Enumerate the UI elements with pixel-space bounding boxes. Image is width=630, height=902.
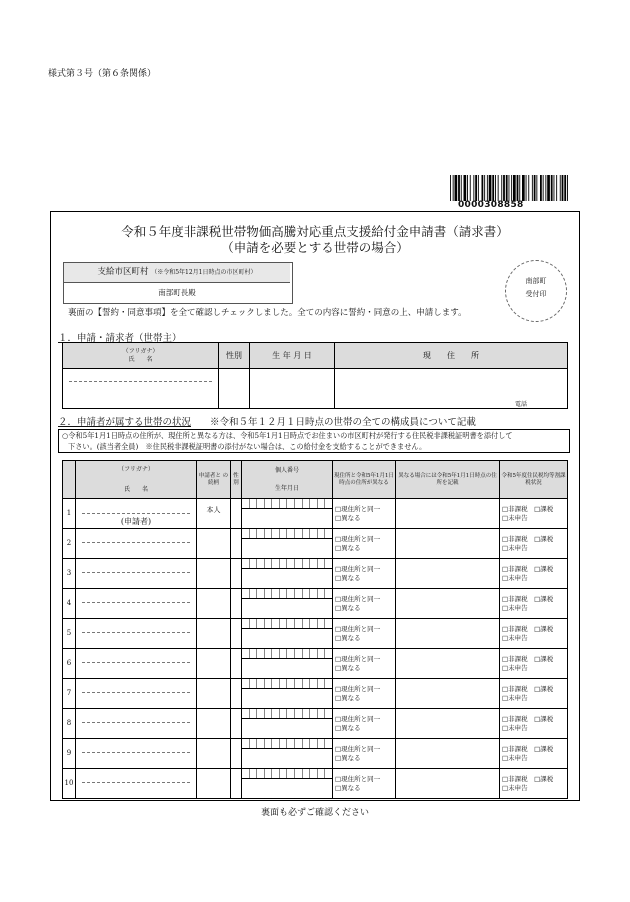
barcode-number: 0000308858 [458,200,524,210]
address-diff-options[interactable] [333,619,396,649]
member-relation-field[interactable] [197,499,231,529]
phone-label: 電話 [514,401,527,408]
nontaxable-checkbox[interactable]: □非課税 [502,504,528,513]
unfiled-checkbox[interactable]: □未申告 [502,543,528,552]
different-address-checkbox[interactable]: □異なる [335,783,361,792]
member-name-field[interactable] [76,679,197,709]
member-name-field[interactable] [76,499,197,529]
member-mynumber-birth-field[interactable] [242,739,333,769]
jan-address-field[interactable] [396,529,500,559]
unfiled-checkbox[interactable]: □未申告 [502,513,528,522]
taxable-checkbox[interactable]: □課税 [534,504,554,513]
form-title: 令和５年度非課税世帯物価高騰対応重点支援給付金申請書（請求書） [121,224,509,239]
applicant-marker: (申請者) [120,516,152,526]
member-relation-field[interactable] [197,649,231,679]
footer-note: 裏面も必ずご確認ください [260,808,369,818]
applicant-birth-field[interactable] [250,369,335,409]
jan-address-field[interactable] [396,649,500,679]
member-relation-field[interactable] [197,589,231,619]
table-row [63,649,568,679]
furigana-name-header: （フリガナ） 氏 名 [63,343,219,369]
unfiled-checkbox[interactable]: □未申告 [502,573,528,582]
table-row [63,499,568,529]
table-row [63,529,568,559]
same-address-checkbox[interactable]: □現住所と同一 [335,684,381,693]
member-mynumber-birth-field[interactable] [242,679,333,709]
taxable-checkbox[interactable]: □課税 [534,714,554,723]
same-address-checkbox[interactable]: □現住所と同一 [335,594,381,603]
table-row [63,559,568,589]
member-sex-field[interactable] [231,679,242,709]
address-diff-options[interactable] [333,739,396,769]
member-relation-field[interactable] [197,769,231,799]
nontaxable-checkbox[interactable]: □非課税 [502,594,528,603]
member-relation-field[interactable] [197,679,231,709]
reception-stamp [505,260,567,322]
tax-status-options[interactable] [500,619,568,649]
address-diff-options[interactable] [333,709,396,739]
unfiled-checkbox[interactable]: □未申告 [502,633,528,642]
mynumber-birth-header: 個人番号 生年月日 [242,461,333,499]
applicant-name-field[interactable] [63,369,219,409]
member-mynumber-birth-field[interactable] [242,619,333,649]
different-address-checkbox[interactable]: □異なる [335,603,361,612]
member-mynumber-birth-field[interactable] [242,769,333,799]
same-address-checkbox[interactable]: □現住所と同一 [335,654,381,663]
same-address-checkbox[interactable]: □現住所と同一 [335,534,381,543]
jan-address-field[interactable] [396,739,500,769]
different-address-checkbox[interactable]: □異なる [335,723,361,732]
member-name-field[interactable] [76,559,197,589]
nontaxable-checkbox[interactable]: □非課税 [502,774,528,783]
municipality-addressee: 南部町長殿 [158,288,196,297]
stamp-line2: 受付印 [525,290,547,298]
member-mynumber-birth-field[interactable] [242,589,333,619]
applicant-address-field[interactable] [335,369,568,409]
address-diff-options[interactable] [333,769,396,799]
jan-address-field[interactable] [396,709,500,739]
taxable-checkbox[interactable]: □課税 [534,624,554,633]
table-row [63,619,568,649]
jan-address-field[interactable] [396,619,500,649]
address-header: 現 住 所 [335,343,568,369]
form-number: 様式第３号（第６条関係） [48,69,157,79]
jan-address-field[interactable] [396,769,500,799]
row-number: 8 [63,709,76,739]
member-sex-field[interactable] [231,529,242,559]
same-address-checkbox[interactable]: □現住所と同一 [335,714,381,723]
household-table [62,460,568,799]
member-mynumber-birth-field[interactable] [242,499,333,529]
birth-header: 生 年 月 日 [250,343,335,369]
unfiled-checkbox[interactable]: □未申告 [502,693,528,702]
jan-address-field[interactable] [396,589,500,619]
member-name-field[interactable] [76,739,197,769]
form-subtitle: （申請を必要とする世帯の場合） [221,240,409,255]
tax-status-options[interactable] [500,679,568,709]
row-number: 4 [63,589,76,619]
member-sex-header: 性別 [231,461,242,499]
jan-address-field[interactable] [396,679,500,709]
same-address-checkbox[interactable]: □現住所と同一 [335,564,381,573]
taxable-checkbox[interactable]: □課税 [534,534,554,543]
taxable-checkbox[interactable]: □課税 [534,684,554,693]
member-sex-field[interactable] [231,619,242,649]
table-row [63,679,568,709]
section2-subheading: ※令和５年１２月１日時点の世帯の全ての構成員について記載 [210,417,476,428]
agreement-text: 裏面の【誓約・同意事項】を全て確認しチェックしました。全ての内容に誓約・同意の上、申請します。 [68,308,467,318]
barcode [450,175,570,201]
tax-status-options[interactable] [500,649,568,679]
table-row [63,739,568,769]
member-sex-field[interactable] [231,649,242,679]
unfiled-checkbox[interactable]: □未申告 [502,783,528,792]
different-address-checkbox[interactable]: □異なる [335,573,361,582]
member-sex-field[interactable] [231,559,242,589]
section2-note: ○令和5年1月1日時点の住所が、現住所と異なる方は、令和5年1月1日時点でお住まいの市区町村が発行する住民税非課税証明書を添付して 下さい。(該当者全員) ※住民税非課税証明書の添付がない場合は、この給付金を支給することができません。 [58,429,570,453]
member-relation-field[interactable] [197,709,231,739]
address-diff-header: 現住所と令和5年1月1日時点の住所が異なる [333,461,396,499]
table-row [63,709,568,739]
row-number: 6 [63,649,76,679]
member-mynumber-birth-field[interactable] [242,529,333,559]
row-number: 1 [63,499,76,529]
member-relation-field[interactable] [197,739,231,769]
address-diff-options[interactable] [333,649,396,679]
tax-status-options[interactable] [500,769,568,799]
different-address-checkbox[interactable]: □異なる [335,633,361,642]
taxable-checkbox[interactable]: □課税 [534,774,554,783]
row-number: 5 [63,619,76,649]
same-address-checkbox[interactable]: □現住所と同一 [335,744,381,753]
tax-status-options[interactable] [500,529,568,559]
row-number: 9 [63,739,76,769]
member-sex-field[interactable] [231,769,242,799]
address-diff-options[interactable] [333,559,396,589]
member-sex-field[interactable] [231,709,242,739]
member-relation-field[interactable] [197,529,231,559]
member-name-field[interactable] [76,589,197,619]
taxable-checkbox[interactable]: □課税 [534,744,554,753]
same-address-checkbox[interactable]: □現住所と同一 [335,624,381,633]
member-mynumber-birth-field[interactable] [242,649,333,679]
nontaxable-checkbox[interactable]: □非課税 [502,534,528,543]
different-address-checkbox[interactable]: □異なる [335,693,361,702]
member-sex-field[interactable] [231,499,242,529]
nontaxable-checkbox[interactable]: □非課税 [502,684,528,693]
section1-heading: １．申請・請求者（世帯主） [58,333,182,344]
row-number: 2 [63,529,76,559]
same-address-checkbox[interactable]: □現住所と同一 [335,504,381,513]
member-name-field[interactable] [76,649,197,679]
jan-address-field[interactable] [396,559,500,589]
section2-heading: ２．申請者が属する世帯の状況 ※令和５年１２月１日時点の世帯の全ての構成員について記載 [58,417,476,428]
different-address-checkbox[interactable]: □異なる [335,513,361,522]
different-address-checkbox[interactable]: □異なる [335,663,361,672]
member-name-field[interactable] [76,769,197,799]
applicant-sex-field[interactable] [219,369,250,409]
member-name-field[interactable] [76,529,197,559]
different-address-checkbox[interactable]: □異なる [335,753,361,762]
tax-status-options[interactable] [500,499,568,529]
address-diff-options[interactable] [333,679,396,709]
unfiled-checkbox[interactable]: □未申告 [502,723,528,732]
relation-header: 申請者と の続柄 [197,461,231,499]
address-diff-options[interactable] [333,589,396,619]
member-relation-field[interactable] [197,559,231,589]
address-diff-options[interactable] [333,529,396,559]
member-sex-field[interactable] [231,589,242,619]
member-name-header: （フリガナ） 氏 名 [76,461,197,499]
tax-status-options[interactable] [500,739,568,769]
nontaxable-checkbox[interactable]: □非課税 [502,654,528,663]
sex-header: 性別 [219,343,250,369]
unfiled-checkbox[interactable]: □未申告 [502,603,528,612]
taxable-checkbox[interactable]: □課税 [534,594,554,603]
tax-status-header: 令和5年度住民税均等割課税状況 [500,461,568,499]
member-relation-field[interactable] [197,619,231,649]
nontaxable-checkbox[interactable]: □非課税 [502,714,528,723]
taxable-checkbox[interactable]: □課税 [534,564,554,573]
tax-status-options[interactable] [500,709,568,739]
municipality-note: （※令和5年12月1日時点の市区町村） [151,269,257,276]
unfiled-checkbox[interactable]: □未申告 [502,663,528,672]
member-name-field[interactable] [76,619,197,649]
nontaxable-checkbox[interactable]: □非課税 [502,744,528,753]
different-address-checkbox[interactable]: □異なる [335,543,361,552]
table-row [63,769,568,799]
jan-address-header: 異なる場合には令和5年1月1日時点の住所を記載 [396,461,500,499]
tax-status-options[interactable] [500,589,568,619]
row-number: 3 [63,559,76,589]
member-mynumber-birth-field[interactable] [242,559,333,589]
member-name-field[interactable] [76,709,197,739]
nontaxable-checkbox[interactable]: □非課税 [502,564,528,573]
row-number: 10 [63,769,76,799]
same-address-checkbox[interactable]: □現住所と同一 [335,774,381,783]
municipality-label: 支給市区町村 （※令和5年12月1日時点の市区町村） [64,263,290,283]
tax-status-options[interactable] [500,559,568,589]
stamp-line1: 南部町 [525,277,547,285]
taxable-checkbox[interactable]: □課税 [534,654,554,663]
table-row [63,589,568,619]
member-mynumber-birth-field[interactable] [242,709,333,739]
nontaxable-checkbox[interactable]: □非課税 [502,624,528,633]
address-diff-options[interactable] [333,499,396,529]
relation-self: 本人 [206,506,221,514]
unfiled-checkbox[interactable]: □未申告 [502,753,528,762]
row-number: 7 [63,679,76,709]
member-sex-field[interactable] [231,739,242,769]
jan-address-field[interactable] [396,499,500,529]
applicant-table [62,342,568,409]
